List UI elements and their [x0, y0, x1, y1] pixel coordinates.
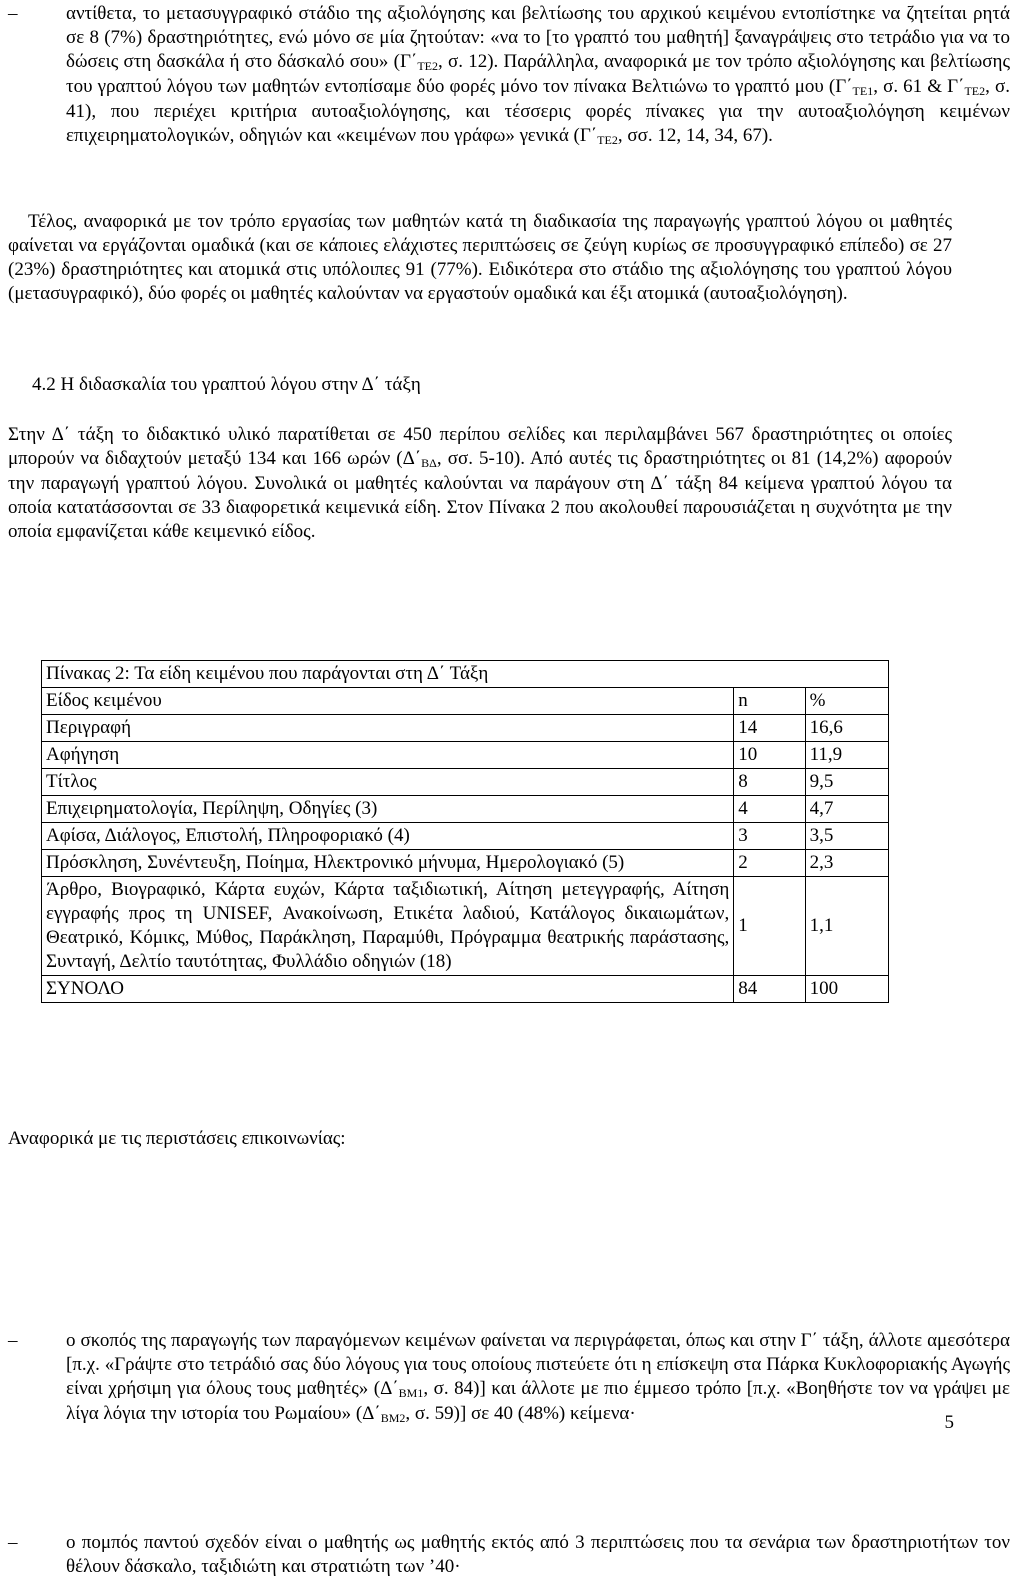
cell-percent: 9,5	[805, 769, 888, 796]
cell-type: Αφήγηση	[42, 742, 734, 769]
table-row	[42, 769, 889, 796]
page-number: 5	[944, 1412, 954, 1433]
dash-bullet: –	[8, 1330, 18, 1351]
table-row	[42, 796, 889, 823]
list-item-text: αντίθετα, το μετασυγγραφικό στάδιο της αξιολόγησης και βελτίωσης του αρχικού κειμένου εντοπίστηκε να ζητείται ρητά σε 8 (7%) δραστηριότητες, ενώ μόνο σε μία ζητούταν: «να το [το γραπτό του μαθητή] ξαναγράψεις στο τετράδιο για να το δώσεις στη δασκάλα ή στο δάσκαλό σου» ($\Gamma΄_{TE2}$, σ. 12). Παράλληλα, αναφορικά με τον τρόπο αξιολόγησης και βελτίωσης του γραπτού λόγου των μαθητών εντοπίσαμε δύο φορές μόνο τον πίνακα Βελτιώνω το γραπτό μου ($\Gamma΄_{TE1}$, σ. 61 & $\Gamma΄_{TE2}$, σ. 41), που περιέχει κριτήρια αυτοαξιολόγησης, και τέσσερις φορές πίνακες για την αυτοαξιολόγηση κειμένων επιχειρηματολογικών, οδηγιών και «κειμένων που γράφω» γενικά ($\Gamma΄_{TE2}$, σσ. 12, 14, 34, 67).	[66, 3, 1010, 147]
table-total-row	[42, 976, 889, 1003]
cell-total-n: 84	[734, 976, 805, 1003]
cell-type: Πρόσκληση, Συνέντευξη, Ποίημα, Ηλεκτρονικό μήνυμα, Ημερολογιακό (5)	[42, 850, 734, 877]
cell-type: Επιχειρηματολογία, Περίληψη, Οδηγίες (3)	[42, 796, 734, 823]
table-row	[42, 742, 889, 769]
paragraph-grade-d: Στην Δ΄ τάξη το διδακτικό υλικό παρατίθεται σε 450 περίπου σελίδες και περιλαμβάνει 567 δραστηριότητες οι οποίες μπορούν να διδαχτούν μεταξύ 134 και 166 ωρών ($\Delta΄_{B\Delta}$, σσ. 5-10). Από αυτές τις δραστηριότητες οι 81 (14,2%) αφορούν την παραγωγή γραπτού λόγου. Συνολικά οι μαθητές καλούνται να παράγουν στη Δ΄ τάξη 84 κείμενα γραπτού λόγου τα οποία κατατάσσονται σε 33 διαφορετικά κειμενικά είδη. Στον Πίνακα 2 που ακολουθεί παρουσιάζεται η συχνότητα με την οποία εμφανίζεται κάθε κειμενικό είδος.	[8, 424, 952, 542]
list-item-text: ο σκοπός της παραγωγής των παραγόμενων κειμένων φαίνεται να περιγράφεται, όπως και στην Γ΄ τάξη, άλλοτε αμεσότερα [π.χ. «Γράψτε στο τετράδιό σας δύο λόγους για τους οποίους πιστεύετε ότι η επίσκεψη στα Πάρκα Κυκλοφοριακής Αγωγής είναι χρήσιμη για όλους τους μαθητές» ($\Delta΄_{BM1}$, σ. 84)] και άλλοτε με πιο έμμεσο τρόπο [π.χ. «Βοηθήστε τον να γράψει με λίγα λόγια την ιστορία του Ρωμαίου» ($\Delta΄_{BM2}$, σ. 59)] σε 40 (48%) κείμενα·	[66, 1330, 1010, 1425]
table-row	[42, 877, 889, 976]
cell-n: 2	[734, 850, 805, 877]
cell-percent: 1,1	[805, 877, 888, 976]
cell-total-label: ΣΥΝΟΛΟ	[42, 976, 734, 1003]
cell-type: Περιγραφή	[42, 715, 734, 742]
header-n: n	[734, 688, 805, 715]
table-row	[42, 715, 889, 742]
list-item	[8, 2, 1010, 149]
table-caption-row	[42, 661, 889, 688]
list-item	[8, 1329, 1010, 1427]
table-header-row	[42, 688, 889, 715]
cell-n: 10	[734, 742, 805, 769]
paragraph-working-mode: Τέλος, αναφορικά με τον τρόπο εργασίας των μαθητών κατά τη διαδικασία της παραγωγής γραπτού λόγου οι μαθητές φαίνεται να εργάζονται ομαδικά (και σε κάποιες ελάχιστες περιπτώσεις σε ζεύγη κυρίως σε προσυγγραφικό επίπεδο) σε 27 (23%) δραστηριότητες και ατομικά στις υπόλοιπες 91 (77%). Ειδικότερα στο στάδιο της αξιολόγησης του γραπτού λόγου (μετασυγραφικό), δύο φορές οι μαθητές καλούνταν να εργαστούν ομαδικά και έξι ατομικά (αυτοαξιολόγηση).	[8, 211, 952, 304]
table-caption: Πίνακας 2: Τα είδη κειμένου που παράγονται στη Δ΄ Τάξη	[42, 661, 889, 688]
cell-n: 1	[734, 877, 805, 976]
section-heading: 4.2 Η διδασκαλία του γραπτού λόγου στην Δ΄ τάξη	[32, 374, 421, 395]
table-row	[42, 850, 889, 877]
list-item	[8, 1531, 1010, 1579]
dash-bullet: –	[8, 1532, 18, 1553]
cell-n: 14	[734, 715, 805, 742]
cell-total-percent: 100	[805, 976, 888, 1003]
cell-percent: 16,6	[805, 715, 888, 742]
cell-type: Τίτλος	[42, 769, 734, 796]
dash-bullet: –	[8, 3, 18, 24]
cell-percent: 11,9	[805, 742, 888, 769]
table-row	[42, 823, 889, 850]
header-text-type: Είδος κειμένου	[42, 688, 734, 715]
cell-n: 3	[734, 823, 805, 850]
header-percent: %	[805, 688, 888, 715]
cell-percent: 4,7	[805, 796, 888, 823]
document-page	[8, 0, 1010, 1577]
cell-type: Άρθρο, Βιογραφικό, Κάρτα ευχών, Κάρτα ταξιδιωτική, Αίτηση μετεγγραφής, Αίτηση εγγραφής προς τη UNISEF, Ανακοίνωση, Ετικέτα λαδιού, Κατάλογος δικαιωμάτων, Θεατρικό, Κόμικς, Μύθος, Παράκληση, Παραμύθι, Πρόγραμμα θεατρικής παράστασης, Συνταγή, Δελτίο ταυτότητας, Φυλλάδιο οδηγιών (18)	[42, 877, 734, 976]
text-types-table	[41, 660, 889, 1003]
list-item-text: ο πομπός παντού σχεδόν είναι ο μαθητής ως μαθητής εκτός από 3 περιπτώσεις που τα σενάρια των δραστηριοτήτων τον θέλουν δάσκαλο, ταξιδιώτη και στρατιώτη των ’40·	[66, 1532, 1010, 1577]
cell-percent: 3,5	[805, 823, 888, 850]
cell-type: Αφίσα, Διάλογος, Επιστολή, Πληροφοριακό (4)	[42, 823, 734, 850]
cell-n: 8	[734, 769, 805, 796]
cell-percent: 2,3	[805, 850, 888, 877]
cell-n: 4	[734, 796, 805, 823]
paragraph-communication: Αναφορικά με τις περιστάσεις επικοινωνίας:	[8, 1128, 346, 1149]
